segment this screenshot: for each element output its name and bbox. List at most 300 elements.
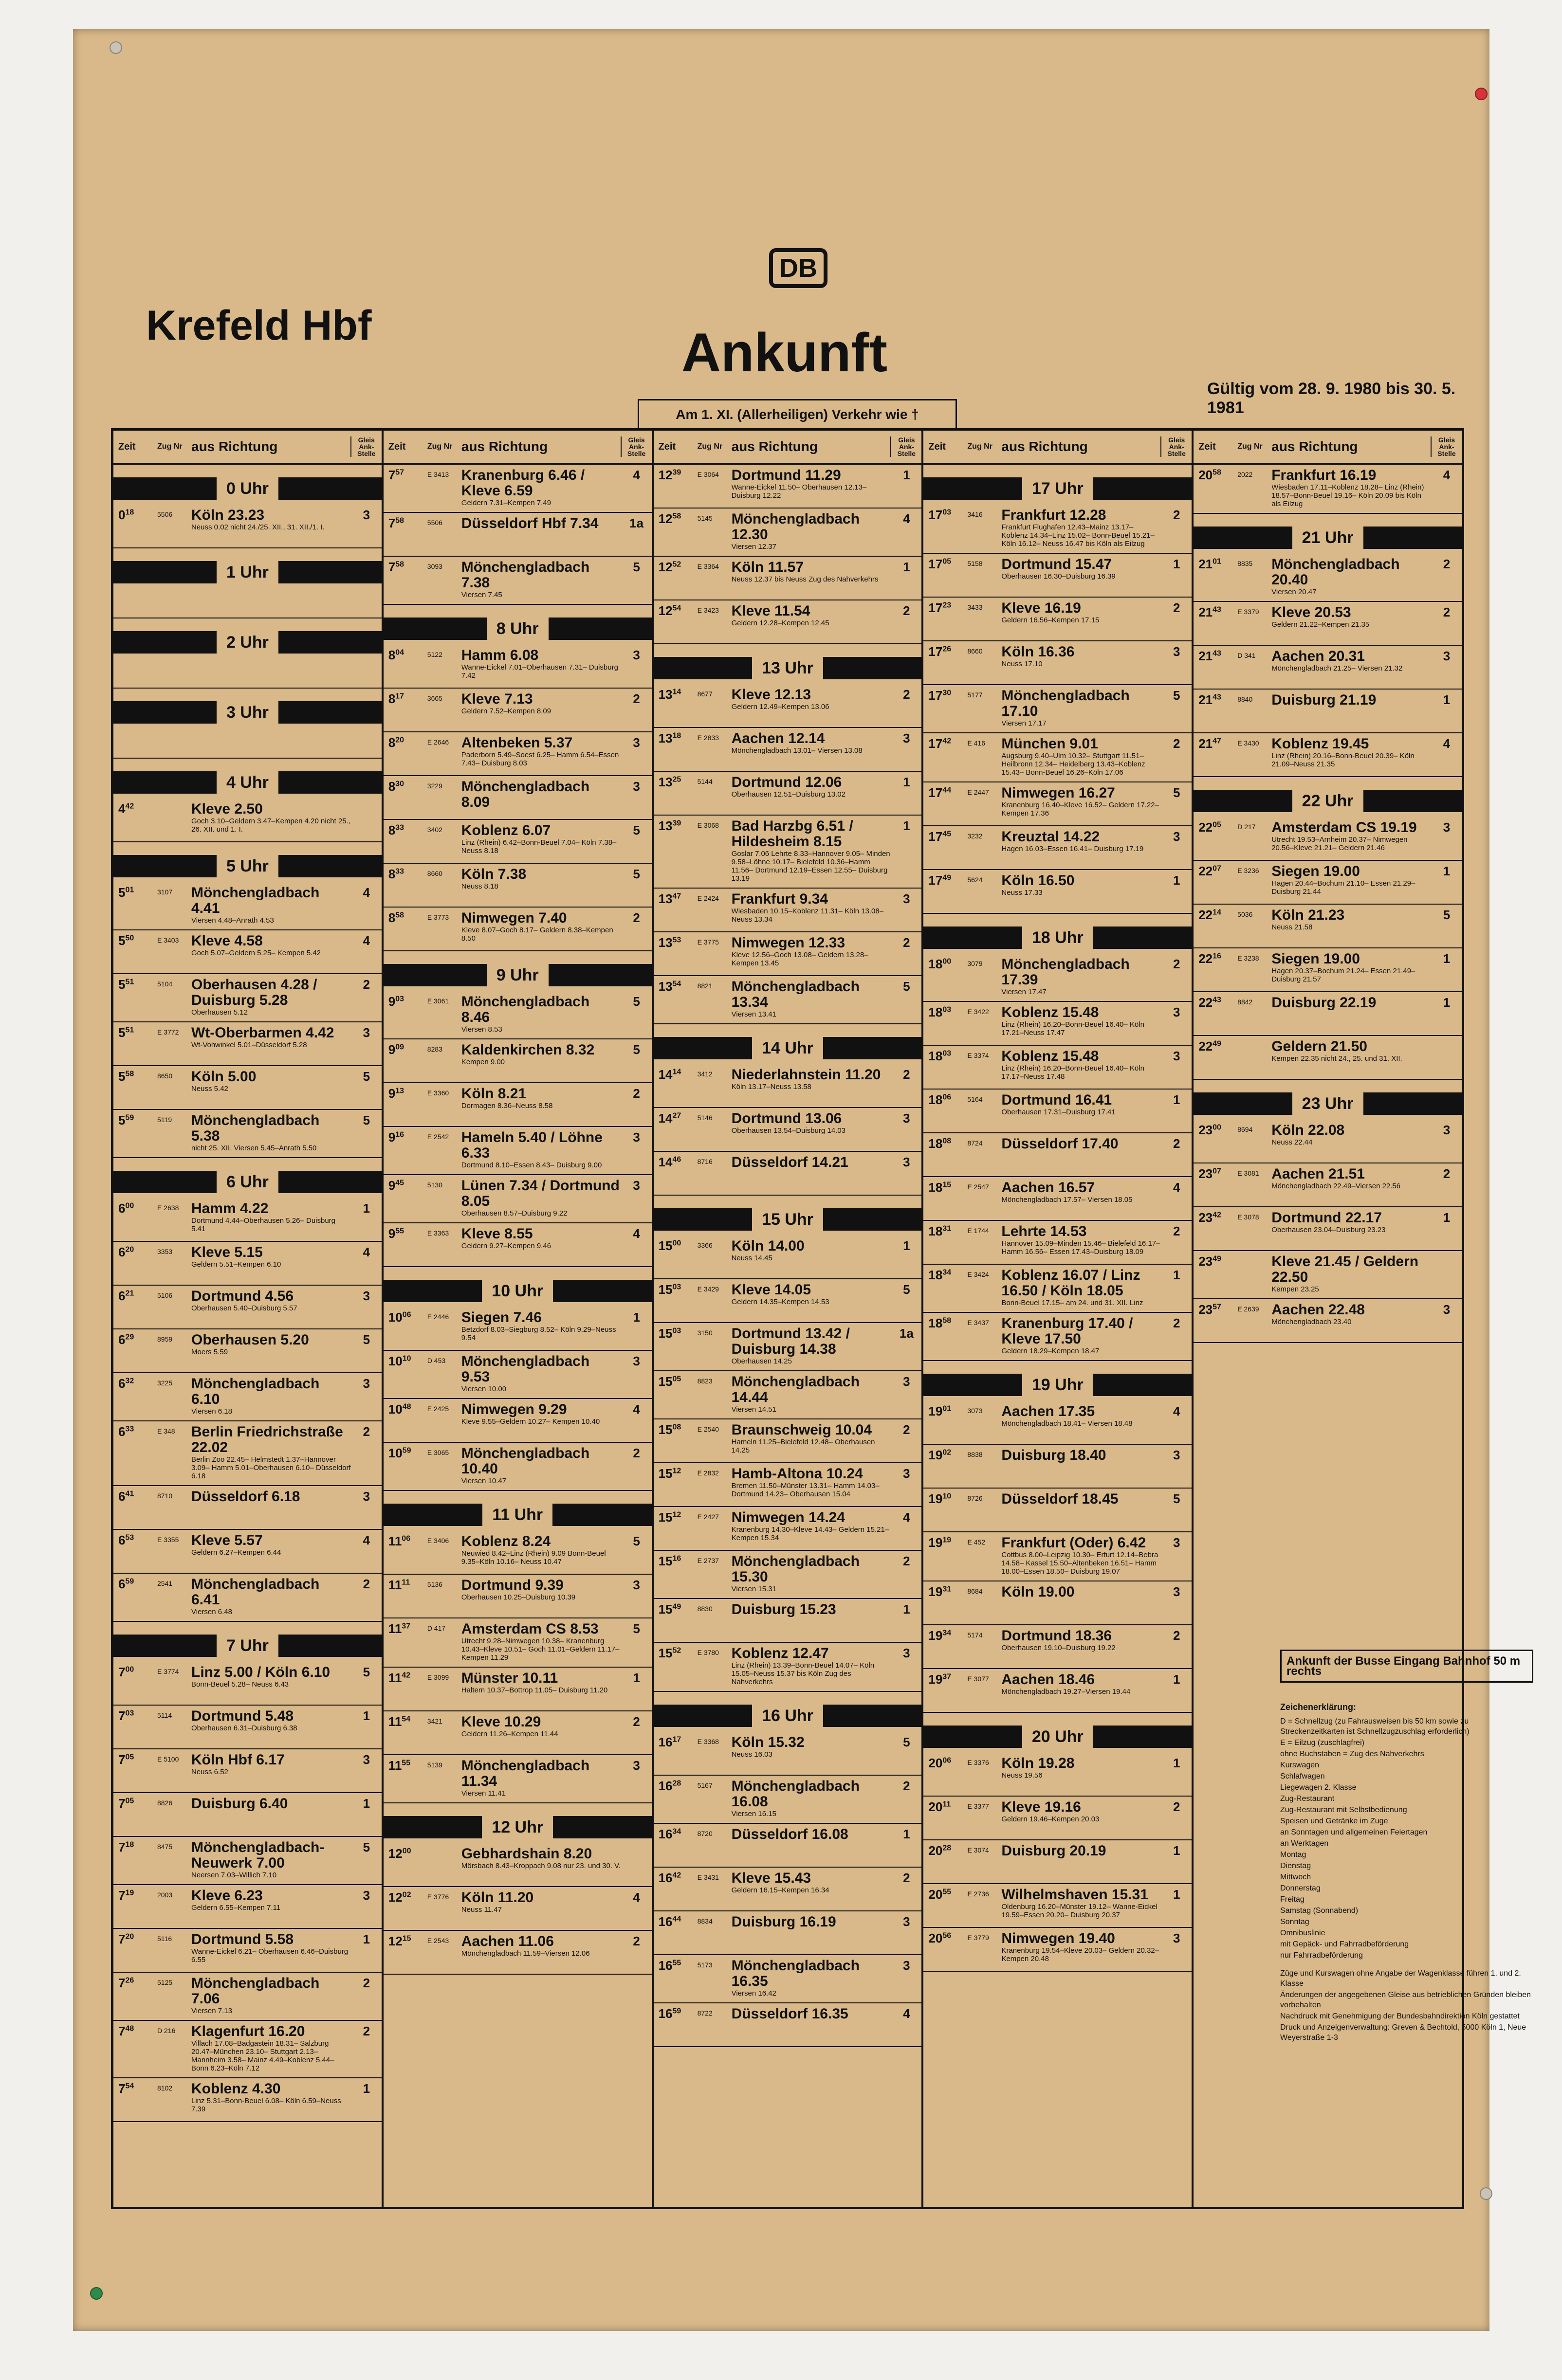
track-number: 2 xyxy=(903,603,910,618)
arrival-time: $7^{19}$ xyxy=(118,1888,134,1903)
train-number xyxy=(1237,1039,1271,1074)
route xyxy=(732,1067,892,1102)
track-number: 2 xyxy=(1173,1316,1180,1330)
train-number: 2022 xyxy=(1237,471,1253,478)
origin-station: Hameln 5.40 / Löhne 6.33 xyxy=(461,1129,603,1161)
origin-station: Siegen 19.00 xyxy=(1271,863,1360,879)
arrival-time: $18^{00}$ xyxy=(928,957,952,971)
train-number: 5130 xyxy=(427,1181,442,1189)
arrival-minute: 00 xyxy=(942,957,952,966)
arrival-minute: 51 xyxy=(125,978,134,986)
track-number: 3 xyxy=(1443,649,1451,663)
arrival-minute: 49 xyxy=(1213,1039,1221,1048)
arrival-minute: 57 xyxy=(1213,1303,1221,1311)
origin-station: Mönchengladbach 7.06 xyxy=(191,1975,320,2007)
hour-label: 12 Uhr xyxy=(482,1818,553,1837)
train-number: E 3238 xyxy=(1237,954,1259,962)
origin-station: Dortmund 13.06 xyxy=(731,1110,842,1126)
origin-station: Mönchengladbach 20.40 xyxy=(1271,556,1400,588)
route xyxy=(1001,1931,1161,1966)
arrival-minute: 18 xyxy=(125,1840,134,1849)
arrival-time: $22^{43}$ xyxy=(1198,995,1221,1010)
route-stops: Neuss 5.42 xyxy=(191,1085,228,1093)
track-number: 1 xyxy=(363,1932,370,1946)
hour-bar-right xyxy=(1363,527,1462,549)
track-number: 3 xyxy=(903,1958,910,1973)
route xyxy=(461,691,622,727)
arrival-minute: 03 xyxy=(125,1709,134,1718)
arrival-minute: 15 xyxy=(402,1934,411,1943)
arrival-time: $19^{37}$ xyxy=(928,1672,952,1687)
origin-station: Kleve 8.55 xyxy=(461,1226,533,1242)
hour-bar-right xyxy=(278,1635,382,1657)
hour-label: 9 Uhr xyxy=(487,966,549,985)
pin-icon xyxy=(90,2287,103,2300)
arrival-time: $16^{42}$ xyxy=(658,1871,681,1885)
arrival-minute: 00 xyxy=(1213,1123,1221,1132)
table-row xyxy=(1194,1036,1462,1080)
table-row xyxy=(923,1753,1192,1797)
route xyxy=(191,1840,351,1879)
arrival-time: $9^{45}$ xyxy=(388,1178,404,1193)
route-stops: Bonn-Beuel 5.28– Neuss 6.43 xyxy=(191,1680,289,1689)
track-number: 2 xyxy=(633,1086,640,1101)
route xyxy=(191,1245,351,1280)
track-number: 2 xyxy=(903,1779,910,1793)
arrival-minute: 54 xyxy=(672,604,681,613)
table-row xyxy=(654,1152,922,1196)
track-number: 2 xyxy=(1443,605,1451,619)
track-number xyxy=(622,1846,652,1881)
table-row xyxy=(923,1002,1192,1046)
route xyxy=(732,1554,892,1593)
track-number: 4 xyxy=(363,933,370,948)
route xyxy=(1001,1005,1161,1040)
route xyxy=(1001,644,1161,679)
route-stops: Augsburg 9.40–Ulm 10.32– Stuttgart 11.51–Heilbronn 12.34– Heidelberg 13.43–Koblenz 15.43– Bonn-Beuel 16.26–Köln 17.06 xyxy=(1001,752,1145,777)
arrival-minute: 14 xyxy=(672,1068,681,1076)
arrival-time: $11^{55}$ xyxy=(388,1758,411,1773)
route xyxy=(732,1111,892,1146)
table-row xyxy=(384,1127,652,1175)
train-number: 3402 xyxy=(427,826,442,834)
table-row xyxy=(923,1489,1192,1532)
train-number: 8722 xyxy=(697,2009,713,2017)
arrival-time: $13^{18}$ xyxy=(658,731,681,745)
origin-station: Mönchengladbach 11.34 xyxy=(461,1758,590,1789)
hour-label: 22 Uhr xyxy=(1292,792,1363,811)
arrival-time: $13^{53}$ xyxy=(658,935,681,950)
route xyxy=(461,648,622,683)
legend-item: Speisen und Getränke im Zuge xyxy=(1280,1817,1388,1825)
route-stops: Viersen 13.41 xyxy=(731,1010,776,1018)
table-row xyxy=(923,554,1192,598)
route xyxy=(191,1201,351,1236)
route-stops: Mönchengladbach 13.01– Viersen 13.08 xyxy=(731,746,863,755)
train-number: 5145 xyxy=(697,514,713,522)
route-stops: Viersen 17.17 xyxy=(1001,719,1047,727)
origin-station: Dortmund 5.48 xyxy=(191,1708,294,1724)
train-number: E 3363 xyxy=(427,1229,449,1237)
header-richtung: aus Richtung xyxy=(731,439,818,454)
route-stops: Oldenburg 16.20–Münster 19.12– Wanne-Eickel 19.59–Essen 20.20– Duisburg 20.37 xyxy=(1001,1903,1158,1919)
origin-station: Münster 10.11 xyxy=(461,1670,558,1686)
route-stops: Wanne-Eickel 6.21– Oberhausen 6.46–Duisburg 6.55 xyxy=(191,1947,349,1964)
origin-station: Frankfurt 16.19 xyxy=(1271,467,1377,483)
arrival-time: $21^{43}$ xyxy=(1198,649,1221,663)
origin-station: Mönchengladbach 12.30 xyxy=(731,511,860,543)
train-number: 5139 xyxy=(427,1761,442,1769)
legend-item: Sonntag xyxy=(1280,1918,1309,1926)
route xyxy=(1001,557,1161,592)
origin-station: Mönchengladbach 15.30 xyxy=(731,1553,860,1585)
origin-station: Klagenfurt 16.20 xyxy=(191,2023,305,2039)
table-row xyxy=(654,600,922,644)
hour-bar xyxy=(923,1726,1192,1748)
origin-station: Koblenz 8.24 xyxy=(461,1533,551,1549)
table-row xyxy=(113,1486,382,1530)
hour-label: 15 Uhr xyxy=(752,1210,823,1229)
train-number: 8726 xyxy=(967,1494,983,1502)
arrival-time: $22^{05}$ xyxy=(1198,820,1221,835)
origin-station: Lehrte 14.53 xyxy=(1001,1223,1087,1239)
legend-footnote: Druck und Anzeigenverwaltung: Greven & Bechtold, 5000 Köln 1, Neue Weyerstraße 1-3 xyxy=(1280,2023,1526,2042)
legend-footnote: Züge und Kurswagen ohne Angabe der Wagenklasse führen 1. und 2. Klasse xyxy=(1280,1969,1521,1988)
origin-station: Mönchengladbach 9.53 xyxy=(461,1353,590,1385)
arrival-minute: 08 xyxy=(942,1137,952,1145)
train-number: 3225 xyxy=(157,1379,173,1387)
header-zeit: Zeit xyxy=(658,441,676,452)
route xyxy=(461,1130,622,1169)
route xyxy=(1271,908,1432,943)
table-row xyxy=(923,1090,1192,1133)
track-number: 3 xyxy=(363,1376,370,1391)
hour-bar-right xyxy=(1363,1092,1462,1115)
legend-item: Samstag (Sonnabend) xyxy=(1280,1907,1359,1915)
track-number: 1 xyxy=(903,818,910,833)
legend-item: an Sonntagen und allgemeinen Feiertagen xyxy=(1280,1828,1428,1836)
track-number: 1 xyxy=(1443,951,1451,966)
table-row xyxy=(654,1064,922,1108)
arrival-time: $9^{13}$ xyxy=(388,1086,404,1101)
route xyxy=(1001,829,1161,864)
track-number: 3 xyxy=(633,735,640,750)
table-row xyxy=(923,641,1192,685)
origin-station: Mönchengladbach 16.35 xyxy=(731,1958,860,1989)
origin-station: Braunschweig 10.04 xyxy=(731,1422,872,1438)
origin-station: Mönchengladbach-Neuwerk 7.00 xyxy=(191,1839,325,1871)
route xyxy=(1001,1584,1161,1619)
route-stops: Paderborn 5.49–Soest 6.25– Hamm 6.54–Essen 7.43– Duisburg 8.03 xyxy=(461,751,619,767)
route xyxy=(732,818,892,883)
route xyxy=(1001,785,1161,820)
arrival-minute: 06 xyxy=(402,1534,411,1543)
table-row xyxy=(654,1551,922,1599)
track-number: 5 xyxy=(363,1840,370,1854)
route xyxy=(461,1758,622,1798)
train-number: D 453 xyxy=(427,1357,446,1364)
route xyxy=(1001,1448,1161,1483)
arrival-time: $21^{01}$ xyxy=(1198,557,1221,571)
legend-item: Mittwoch xyxy=(1280,1873,1311,1881)
hour-bar xyxy=(1194,527,1462,549)
origin-station: Düsseldorf 17.40 xyxy=(1001,1136,1119,1152)
route xyxy=(461,1402,622,1437)
table-row xyxy=(654,1955,922,2003)
table-row xyxy=(384,1711,652,1755)
table-row xyxy=(1194,733,1462,777)
arrival-time: $10^{10}$ xyxy=(388,1354,411,1368)
arrival-minute: 13 xyxy=(395,1087,404,1095)
arrival-minute: 55 xyxy=(942,1888,952,1896)
table-row xyxy=(654,684,922,728)
arrival-time: $19^{19}$ xyxy=(928,1535,952,1550)
hour-bar-left xyxy=(384,964,487,986)
track-number: 4 xyxy=(363,885,370,900)
origin-station: Kleve 5.57 xyxy=(191,1532,263,1548)
hour-bar-left xyxy=(654,1037,752,1059)
table-row xyxy=(384,820,652,864)
arrival-minute: 00 xyxy=(672,1239,681,1248)
arrival-minute: 58 xyxy=(395,911,404,920)
origin-station: Koblenz 12.47 xyxy=(731,1645,829,1661)
origin-station: Dortmund 12.06 xyxy=(731,774,842,790)
hour-bar-left xyxy=(384,1504,482,1526)
route-stops: Goch 3.10–Geldern 3.47–Kempen 4.20 nicht 25., 26. XII. und 1. I. xyxy=(191,817,350,834)
table-row xyxy=(113,930,382,974)
hour-label: 7 Uhr xyxy=(217,1636,278,1655)
arrival-time: $5^{50}$ xyxy=(118,933,134,948)
arrival-time: $11^{06}$ xyxy=(388,1534,411,1548)
origin-station: Wt-Oberbarmen 4.42 xyxy=(191,1025,334,1041)
arrival-minute: 21 xyxy=(125,1289,134,1298)
origin-station: Mönchengladbach 16.08 xyxy=(731,1778,860,1810)
route-stops: Viersen 16.15 xyxy=(731,1810,776,1818)
arrival-minute: 55 xyxy=(402,1759,411,1767)
table-row xyxy=(113,1242,382,1286)
train-number: E 2833 xyxy=(697,734,719,742)
origin-station: Kranenburg 17.40 / Kleve 17.50 xyxy=(1001,1315,1133,1347)
arrival-time: $5^{51}$ xyxy=(118,1025,134,1040)
hour-bar-left xyxy=(113,701,217,724)
track-number: 3 xyxy=(363,1289,370,1303)
route xyxy=(461,1354,622,1393)
route-stops: Geldern 6.55–Kempen 7.11 xyxy=(191,1904,281,1912)
train-number xyxy=(1237,1254,1271,1293)
route xyxy=(461,1042,622,1077)
origin-station: Kleve 4.58 xyxy=(191,933,263,949)
route-stops: Oberhausen 5.40–Duisburg 5.57 xyxy=(191,1304,297,1312)
track-number: 3 xyxy=(1173,829,1180,844)
track-number: 1 xyxy=(1173,557,1180,571)
arrival-minute: 49 xyxy=(672,1602,681,1611)
pin-icon xyxy=(1475,88,1488,100)
arrival-minute: 41 xyxy=(125,1490,134,1498)
route-stops: Neuss 22.44 xyxy=(1271,1138,1313,1146)
page-title: Ankunft xyxy=(681,322,888,383)
arrival-time: $16^{44}$ xyxy=(658,1914,681,1929)
train-number: E 2832 xyxy=(697,1469,719,1477)
arrival-time: $21^{43}$ xyxy=(1198,605,1221,619)
arrival-time: $19^{34}$ xyxy=(928,1628,952,1643)
track-number: 3 xyxy=(903,1111,910,1126)
arrival-minute: 33 xyxy=(125,1425,134,1434)
arrival-minute: 03 xyxy=(672,1326,681,1335)
train-number: 3416 xyxy=(967,510,983,518)
arrival-time: $7^{05}$ xyxy=(118,1752,134,1767)
route xyxy=(732,775,892,810)
column-header xyxy=(113,431,382,465)
arrival-minute: 32 xyxy=(125,1377,134,1385)
table-row xyxy=(384,1755,652,1803)
route-stops: Haltern 10.37–Bottrop 11.05– Duisburg 11.20 xyxy=(461,1686,608,1694)
train-number: 8716 xyxy=(697,1158,713,1165)
train-number: 3412 xyxy=(697,1070,713,1078)
origin-station: Dortmund 18.36 xyxy=(1001,1628,1112,1644)
train-number: E 452 xyxy=(967,1538,985,1546)
route xyxy=(732,1510,892,1545)
origin-station: Amsterdam CS 8.53 xyxy=(461,1621,599,1637)
hour-bar-right xyxy=(278,1171,382,1193)
train-number: 5624 xyxy=(967,876,983,884)
hour-bar-left xyxy=(113,1635,217,1657)
route-stops: Oberhausen 14.25 xyxy=(731,1357,792,1365)
arrival-minute: 49 xyxy=(1213,1254,1221,1263)
route xyxy=(1271,1302,1432,1337)
train-number: E 3775 xyxy=(697,938,719,946)
route xyxy=(1001,1887,1161,1922)
table-row xyxy=(923,1928,1192,1972)
origin-station: Düsseldorf 18.45 xyxy=(1001,1491,1119,1507)
train-number: E 416 xyxy=(967,739,985,747)
origin-station: Duisburg 6.40 xyxy=(191,1796,288,1812)
origin-station: Köln 19.00 xyxy=(1001,1584,1075,1600)
arrival-time: $17^{05}$ xyxy=(928,557,952,571)
legend-item: Kurswagen xyxy=(1280,1761,1320,1769)
arrival-minute: 46 xyxy=(672,1155,681,1164)
origin-station: Aachen 16.57 xyxy=(1001,1180,1095,1196)
arrival-minute: 11 xyxy=(942,1800,951,1809)
route-stops: Neuss 21.58 xyxy=(1271,923,1313,931)
route-stops: Geldern 9.27–Kempen 9.46 xyxy=(461,1242,551,1250)
track-number: 3 xyxy=(1443,820,1451,835)
origin-station: Mönchengladbach 13.34 xyxy=(731,979,860,1010)
arrival-minute: 47 xyxy=(1213,737,1221,745)
origin-station: Kleve 20.53 xyxy=(1271,604,1351,620)
arrival-minute: 05 xyxy=(1213,820,1221,829)
table-row xyxy=(1194,992,1462,1036)
arrival-time: $18^{08}$ xyxy=(928,1136,952,1151)
route-stops: Mönchengladbach 18.41– Viersen 18.48 xyxy=(1001,1419,1133,1428)
track-number: 5 xyxy=(633,560,640,574)
origin-station: Kleve 21.45 / Geldern 22.50 xyxy=(1271,1254,1419,1285)
route-stops: Frankfurt Flughafen 12.43–Mainz 13.17– Koblenz 14.34–Linz 15.02– Bonn-Beuel 15.21–Köln 16.12– Neuss 16.47 bis Köln als Eilzug xyxy=(1001,523,1155,548)
origin-station: Aachen 18.46 xyxy=(1001,1671,1095,1688)
track-number: 2 xyxy=(903,935,910,950)
route xyxy=(1001,1491,1161,1526)
track-number: 2 xyxy=(633,1714,640,1729)
arrival-minute: 17 xyxy=(395,692,404,701)
train-number: E 2547 xyxy=(967,1183,989,1191)
track-number: 3 xyxy=(363,1489,370,1504)
train-number: E 5100 xyxy=(157,1755,179,1763)
track-number: 1 xyxy=(1443,692,1451,707)
table-row xyxy=(923,1265,1192,1313)
route xyxy=(1271,736,1432,771)
track-number: 4 xyxy=(1173,1180,1180,1195)
arrival-time: $15^{12}$ xyxy=(658,1466,681,1481)
header-gleis: Gleis Ank- Stelle xyxy=(1160,436,1192,457)
arrival-time: $19^{01}$ xyxy=(928,1404,952,1418)
origin-station: Köln 19.28 xyxy=(1001,1755,1075,1771)
legend-item: E = Eilzug (zuschlagfrei) xyxy=(1280,1739,1364,1747)
track-number: 2 xyxy=(1443,1166,1451,1181)
table-row xyxy=(384,1223,652,1267)
route-stops: Dormagen 8.36–Neuss 8.58 xyxy=(461,1102,553,1110)
route-stops: Viersen 7.13 xyxy=(191,2007,232,2015)
route xyxy=(1271,820,1432,855)
train-number: 3421 xyxy=(427,1717,442,1725)
route-stops: Mönchengladbach 21.25– Viersen 21.32 xyxy=(1271,664,1403,672)
arrival-minute: 31 xyxy=(942,1585,952,1594)
arrival-time: $19^{31}$ xyxy=(928,1584,952,1599)
hour-bar-right xyxy=(278,631,382,654)
train-number: 8694 xyxy=(1237,1126,1253,1133)
arrival-minute: 06 xyxy=(942,1756,952,1765)
legend-item: ohne Buchstaben = Zug des Nahverkehrs xyxy=(1280,1750,1424,1758)
route-stops: Viersen 10.47 xyxy=(461,1477,507,1485)
table-row xyxy=(654,1371,922,1419)
arrival-minute: 14 xyxy=(672,688,681,696)
track-number: 3 xyxy=(633,648,640,662)
route xyxy=(461,1846,622,1881)
arrival-time: $20^{55}$ xyxy=(928,1887,952,1902)
header-zeit: Zeit xyxy=(388,441,406,452)
route-stops: Oberhausen 6.31–Duisburg 6.38 xyxy=(191,1724,297,1732)
route-stops: Kempen 22.35 nicht 24., 25. und 31. XII. xyxy=(1271,1054,1402,1063)
route-stops: Wiesbaden 17.11–Koblenz 18.28– Linz (Rhein) 18.57–Bonn-Beuel 19.16– Köln 20.09 bis Köln als Eilzug xyxy=(1271,483,1424,508)
arrival-time: $8^{33}$ xyxy=(388,867,404,881)
origin-station: Dortmund 11.29 xyxy=(731,467,841,483)
arrival-time: $10^{59}$ xyxy=(388,1446,411,1460)
arrival-minute: 53 xyxy=(125,1533,134,1542)
origin-station: Nimwegen 12.33 xyxy=(731,935,845,951)
arrival-time: $22^{07}$ xyxy=(1198,864,1221,878)
hour-bar-right xyxy=(823,1705,921,1727)
hour-bar xyxy=(654,1208,922,1231)
table-row xyxy=(654,1643,922,1692)
table-row xyxy=(113,1286,382,1329)
train-number: E 3074 xyxy=(967,1846,989,1854)
table-row xyxy=(654,1507,922,1551)
arrival-time: $5^{01}$ xyxy=(118,885,134,900)
hour-bar-left xyxy=(654,1208,752,1231)
table-row xyxy=(384,1668,652,1711)
train-number: E 3374 xyxy=(967,1052,989,1059)
route xyxy=(191,1888,351,1923)
origin-station: Frankfurt 9.34 xyxy=(731,891,828,907)
arrival-minute: 15 xyxy=(942,1181,952,1189)
route-stops: Geldern 11.26–Kempen 11.44 xyxy=(461,1730,558,1738)
track-number: 1 xyxy=(363,2081,370,2096)
track-number: 3 xyxy=(363,508,370,522)
arrival-minute: 26 xyxy=(125,1976,134,1985)
origin-station: Köln 22.08 xyxy=(1271,1122,1345,1138)
arrival-minute: 48 xyxy=(402,1402,411,1411)
table-row xyxy=(1194,1251,1462,1299)
track-number: 2 xyxy=(363,2024,370,2038)
arrival-minute: 01 xyxy=(125,886,134,894)
